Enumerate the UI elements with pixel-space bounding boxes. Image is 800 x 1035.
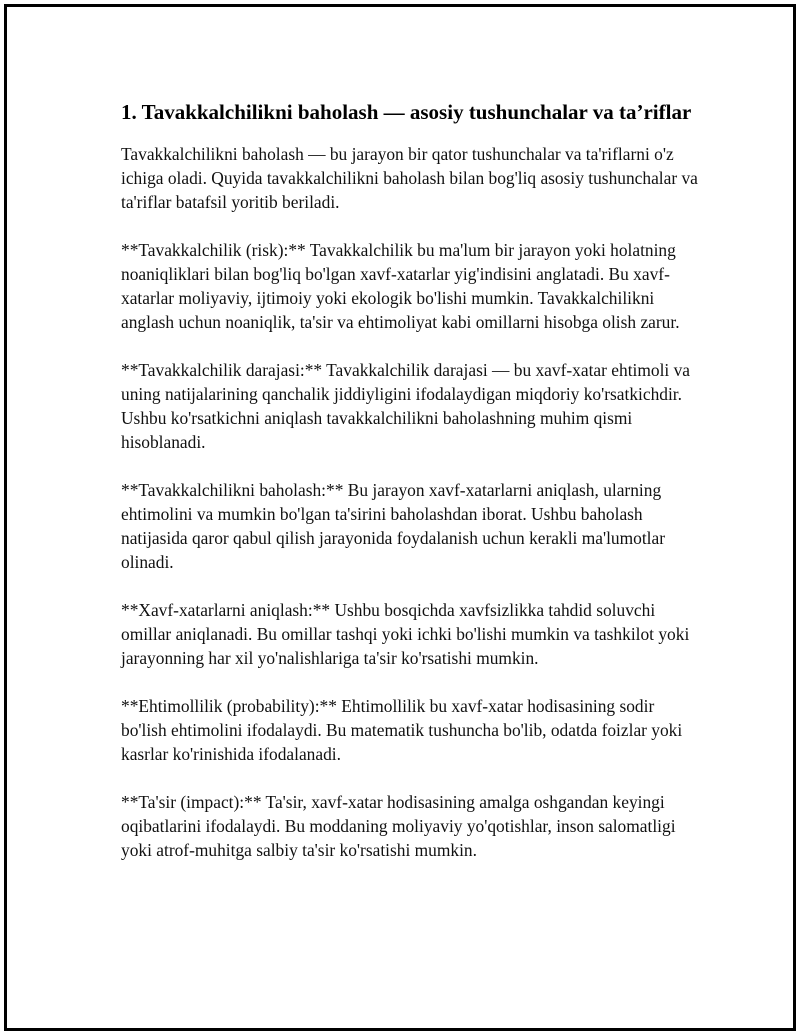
document-body	[121, 99, 701, 886]
paragraph-hazard-identification: **Xavf-xatarlarni aniqlash:** Ushbu bosqichda xavfsizlikka tahdid soluvchi omillar aniqlanadi. Bu omillar tashqi yoki ichki bo'lishi mumkin va tashkilot yoki jarayonning har xil yo'nalishlariga ta'sir ko'rsatishi mumkin.	[121, 600, 690, 668]
paragraph-risk-assessment: **Tavakkalchilikni baholash:** Bu jarayon xavf-xatarlarni aniqlash, ularning ehtimolini va mumkin bo'lgan ta'sirini baholashdan iborat. Ushbu baholash natijasida qaror qabul qilish jarayonida foydalanish uchun kerakli ma'lumotlar olinadi.	[121, 480, 666, 572]
page-frame	[4, 4, 796, 1031]
paragraph-intro: Tavakkalchilikni baholash — bu jarayon bir qator tushunchalar va ta'riflarni o'z ichiga oladi. Quyida tavakkalchilikni baholash bilan bog'liq asosiy tushunchalar va ta'riflar batafsil yoritib beriladi.	[121, 144, 698, 212]
section-heading: 1. Tavakkalchilikni baholash — asosiy tushunchalar va ta’riflar	[121, 100, 692, 124]
paragraph-risk-level: **Tavakkalchilik darajasi:** Tavakkalchilik darajasi — bu xavf-xatar ehtimoli va uning natijalarining qanchalik jiddiyligini ifodalaydigan miqdoriy ko'rsatkichdir. Ushbu ko'rsatkichni aniqlash tavakkalchilikni baholashning muhim qismi hisoblanadi.	[121, 360, 691, 452]
paragraph-impact: **Ta'sir (impact):** Ta'sir, xavf-xatar hodisasining amalga oshgandan keyingi oqibatlarini ifodalaydi. Bu moddaning moliyaviy yo'qotishlar, inson salomatligi yoki atrof-muhitga salbiy ta'sir ko'rsatishi mumkin.	[121, 792, 676, 860]
paragraph-probability: **Ehtimollilik (probability):** Ehtimollilik bu xavf-xatar hodisasining sodir bo'lish ehtimolini ifodalaydi. Bu matematik tushuncha bo'lib, odatda foizlar yoki kasrlar ko'rinishida ifodalanadi.	[121, 696, 683, 764]
paragraph-risk: **Tavakkalchilik (risk):** Tavakkalchilik bu ma'lum bir jarayon yoki holatning noaniqliklari bilan bog'liq bo'lgan xavf-xatarlar yig'indisini anglatadi. Bu xavf-xatarlar moliyaviy, ijtimoiy yoki ekologik bo'lishi mumkin. Tavakkalchilikni anglash uchun noaniqlik, ta'sir va ehtimoliyat kabi omillarni hisobga olish zarur.	[121, 240, 680, 332]
